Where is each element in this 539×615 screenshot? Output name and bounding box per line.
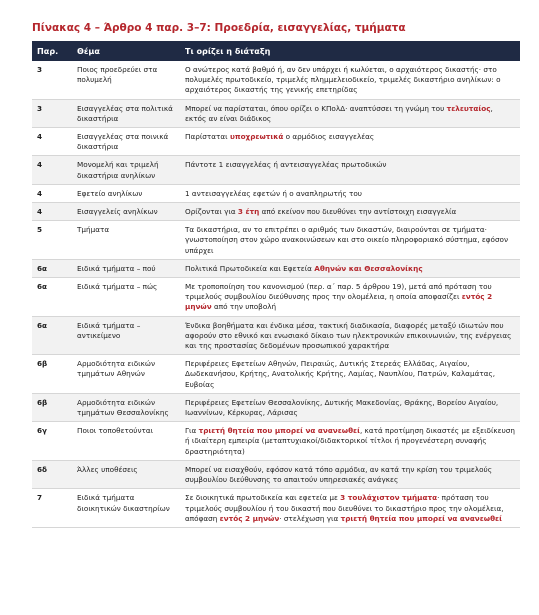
rule-text: · πρόταση του τριμελούς συμβουλίου ή του δικαστή που διευθύνει το δικαστήριο προς την ολομέλεια, απόφαση <box>185 493 504 523</box>
cell-topic: Ειδικά τμήματα – πού <box>72 259 180 277</box>
cell-rule <box>180 489 520 528</box>
header-rule: Τι ορίζει η διάταξη <box>180 41 520 61</box>
cell-rule <box>180 460 520 488</box>
table-row <box>32 422 520 461</box>
cell-rule <box>180 422 520 461</box>
rule-text: Ορίζονται για <box>185 207 238 217</box>
header-topic: Θέμα <box>72 41 180 61</box>
table-row <box>32 355 520 394</box>
cell-topic: Μονομελή και τριμελή δικαστήρια ανηλίκων <box>72 156 180 184</box>
rule-text: 1 αντεισαγγελέας εφετών ή ο αναπληρωτής του <box>185 188 363 198</box>
cell-rule <box>180 203 520 221</box>
rule-text: Ένδικα βοηθήματα και ένδικα μέσα, τακτική διαδικασία, διαφορές μεταξύ ιδιωτών που αφορούν στο εθνικό και ενωσιακό δίκαιο των ηλεκτρονικών επικοινωνιών, της ενέργειας και της προστασίας δεδομένων προσωπικού χαρακτήρα <box>185 320 512 351</box>
rule-text: · στελέχωση για <box>279 513 341 523</box>
rule-text: Πάντοτε 1 εισαγγελέας ή αντεισαγγελέας πρωτοδικών <box>185 160 387 170</box>
cell-topic: Εφετείο ανηλίκων <box>72 184 180 202</box>
cell-rule <box>180 316 520 355</box>
table-row <box>32 259 520 277</box>
rule-text: Σε διοικητικά πρωτοδικεία και εφετεία με <box>185 493 341 503</box>
cell-rule <box>180 355 520 394</box>
cell-paragraph: 4 <box>32 156 72 184</box>
cell-paragraph: 4 <box>32 203 72 221</box>
cell-paragraph: 6α <box>32 278 72 317</box>
cell-topic: Ειδικά τμήματα – αντικείμενο <box>72 316 180 355</box>
cell-paragraph: 4 <box>32 128 72 156</box>
table-row <box>32 278 520 317</box>
cell-rule <box>180 128 520 156</box>
rule-text: , εκτός αν είναι διάδικος <box>185 103 493 123</box>
rule-text: Ο ανώτερος κατά βαθμό ή, αν δεν υπάρχει ή κωλύεται, ο αρχαιότερος δικαστής· στο πολυμελές πρωτοδικείο, τριμελές πλημμελειοδικείο, τριμελές δικαστήριο ανηλίκων: ο αρχαιότερος δικαστής της γενικής επετηρίδας <box>185 65 501 95</box>
cell-topic: Εισαγγελέας στα ποινικά δικαστήρια <box>72 128 180 156</box>
cell-paragraph: 7 <box>32 489 72 528</box>
rule-highlight: εντός 2 μηνών <box>219 513 280 523</box>
cell-paragraph: 5 <box>32 221 72 260</box>
cell-topic: Εισαγγελείς ανηλίκων <box>72 203 180 221</box>
rule-highlight: υποχρεωτικά <box>229 132 284 142</box>
cell-topic: Αρμοδιότητα ειδικών τμημάτων Θεσσαλονίκης <box>72 393 180 421</box>
rule-highlight: τελευταίος <box>446 103 491 113</box>
cell-paragraph: 3 <box>32 61 72 99</box>
rule-highlight: εντός 2 μηνών <box>185 292 493 312</box>
cell-rule <box>180 221 520 260</box>
table-row <box>32 61 520 99</box>
cell-topic: Τμήματα <box>72 221 180 260</box>
table-row <box>32 156 520 184</box>
cell-paragraph: 6γ <box>32 422 72 461</box>
rule-text: Παρίσταται <box>185 132 230 142</box>
rule-text: από εκείνον που διευθύνει την αντίστοιχη εισαγγελία <box>259 207 457 217</box>
cell-rule <box>180 99 520 127</box>
table-row <box>32 128 520 156</box>
rule-text: Πολιτικά Πρωτοδικεία και Εφετεία <box>185 263 315 273</box>
cell-topic: Ειδικά τμήματα – πώς <box>72 278 180 317</box>
cell-topic: Ειδικά τμήματα διοικητικών δικαστηρίων <box>72 489 180 528</box>
cell-paragraph: 6α <box>32 316 72 355</box>
cell-paragraph: 6β <box>32 355 72 394</box>
rule-text: από την υποβολή <box>211 302 277 312</box>
rule-text: Μπορεί να παρίσταται, όπου ορίζει ο ΚΠολΔ· αναπτύσσει τη γνώμη του <box>185 103 447 113</box>
cell-topic: Εισαγγελέας στα πολιτικά δικαστήρια <box>72 99 180 127</box>
rule-text: , κατά προτίμηση δικαστές με εξειδίκευση ή ιδιαίτερη εμπειρία (μεταπτυχιακοί/διδακτορικοί τίτλοι ή προγενέστερη συναφής δραστηριότητα) <box>185 426 515 456</box>
cell-paragraph: 6α <box>32 259 72 277</box>
table-row <box>32 393 520 421</box>
rule-highlight: 3 τουλάχιστον τμήματα <box>340 493 438 503</box>
cell-paragraph: 4 <box>32 184 72 202</box>
table-row <box>32 489 520 528</box>
cell-topic: Ποιος προεδρεύει στα πολυμελή <box>72 61 180 99</box>
rule-highlight: τριετή θητεία που μπορεί να ανανεωθεί <box>340 513 502 523</box>
table-row <box>32 203 520 221</box>
table-row <box>32 99 520 127</box>
cell-paragraph: 6β <box>32 393 72 421</box>
cell-rule <box>180 184 520 202</box>
rule-text: Τα δικαστήρια, αν το επιτρέπει ο αριθμός των δικαστών, διαιρούνται σε τμήματα· γνωστοποίηση στον χώρο ανακοινώσεων και στο οικείο πληροφοριακό σύστημα, εφόσον υπάρχει <box>185 225 509 255</box>
rule-text: Περιφέρειες Εφετείων Αθηνών, Πειραιώς, Δυτικής Στερεάς Ελλάδας, Αιγαίου, Δωδεκανήσου, Κρήτης, Ανατολικής Κρήτης, Λαμίας, Ναυπλίου, Πατρών, Καλαμάτας, Ευβοίας <box>185 359 496 389</box>
rule-text: Μπορεί να εισαχθούν, εφόσον κατά τόπο αρμόδια, αν κατά την κρίση του τριμελούς συμβουλίου διεύθυνσης το απαιτούν υπηρεσιακές ανάγκες <box>185 464 492 485</box>
table-row <box>32 460 520 488</box>
rule-highlight: 3 έτη <box>237 207 260 217</box>
table-row <box>32 184 520 202</box>
header-row <box>32 41 520 61</box>
provisions-table <box>32 41 520 528</box>
cell-topic: Ποιοι τοποθετούνται <box>72 422 180 461</box>
cell-paragraph: 6δ <box>32 460 72 488</box>
rule-text: Με τροποποίηση του κανονισμού (περ. α΄ παρ. 5 άρθρου 19), μετά από πρόταση του τριμελούς συμβουλίου διεύθυνσης προς την ολομέλεια, η οποία αποφασίζει <box>185 282 492 302</box>
table-row <box>32 221 520 260</box>
cell-paragraph: 3 <box>32 99 72 127</box>
table-title: Πίνακας 4 – Άρθρο 4 παρ. 3–7: Προεδρία, εισαγγελίας, τμήματα <box>32 22 406 34</box>
rule-highlight: Αθηνών και Θεσσαλονίκης <box>314 263 423 273</box>
rule-text: ο αρμόδιος εισαγγελέας <box>283 132 375 142</box>
cell-rule <box>180 278 520 317</box>
table-row <box>32 316 520 355</box>
cell-rule <box>180 259 520 277</box>
rule-text: Περιφέρειες Εφετείων Θεσσαλονίκης, Δυτικής Μακεδονίας, Θράκης, Βορείου Αιγαίου, Ιωαννίνων, Κέρκυρας, Λάρισας <box>185 397 499 418</box>
cell-rule <box>180 393 520 421</box>
header-par: Παρ. <box>32 41 72 61</box>
table-body <box>32 61 520 527</box>
cell-rule <box>180 61 520 99</box>
cell-topic: Αρμοδιότητα ειδικών τμημάτων Αθηνών <box>72 355 180 394</box>
cell-topic: Άλλες υποθέσεις <box>72 460 180 488</box>
rule-highlight: τριετή θητεία που μπορεί να ανανεωθεί <box>198 426 360 436</box>
rule-text: Για <box>185 426 199 436</box>
cell-rule <box>180 156 520 184</box>
